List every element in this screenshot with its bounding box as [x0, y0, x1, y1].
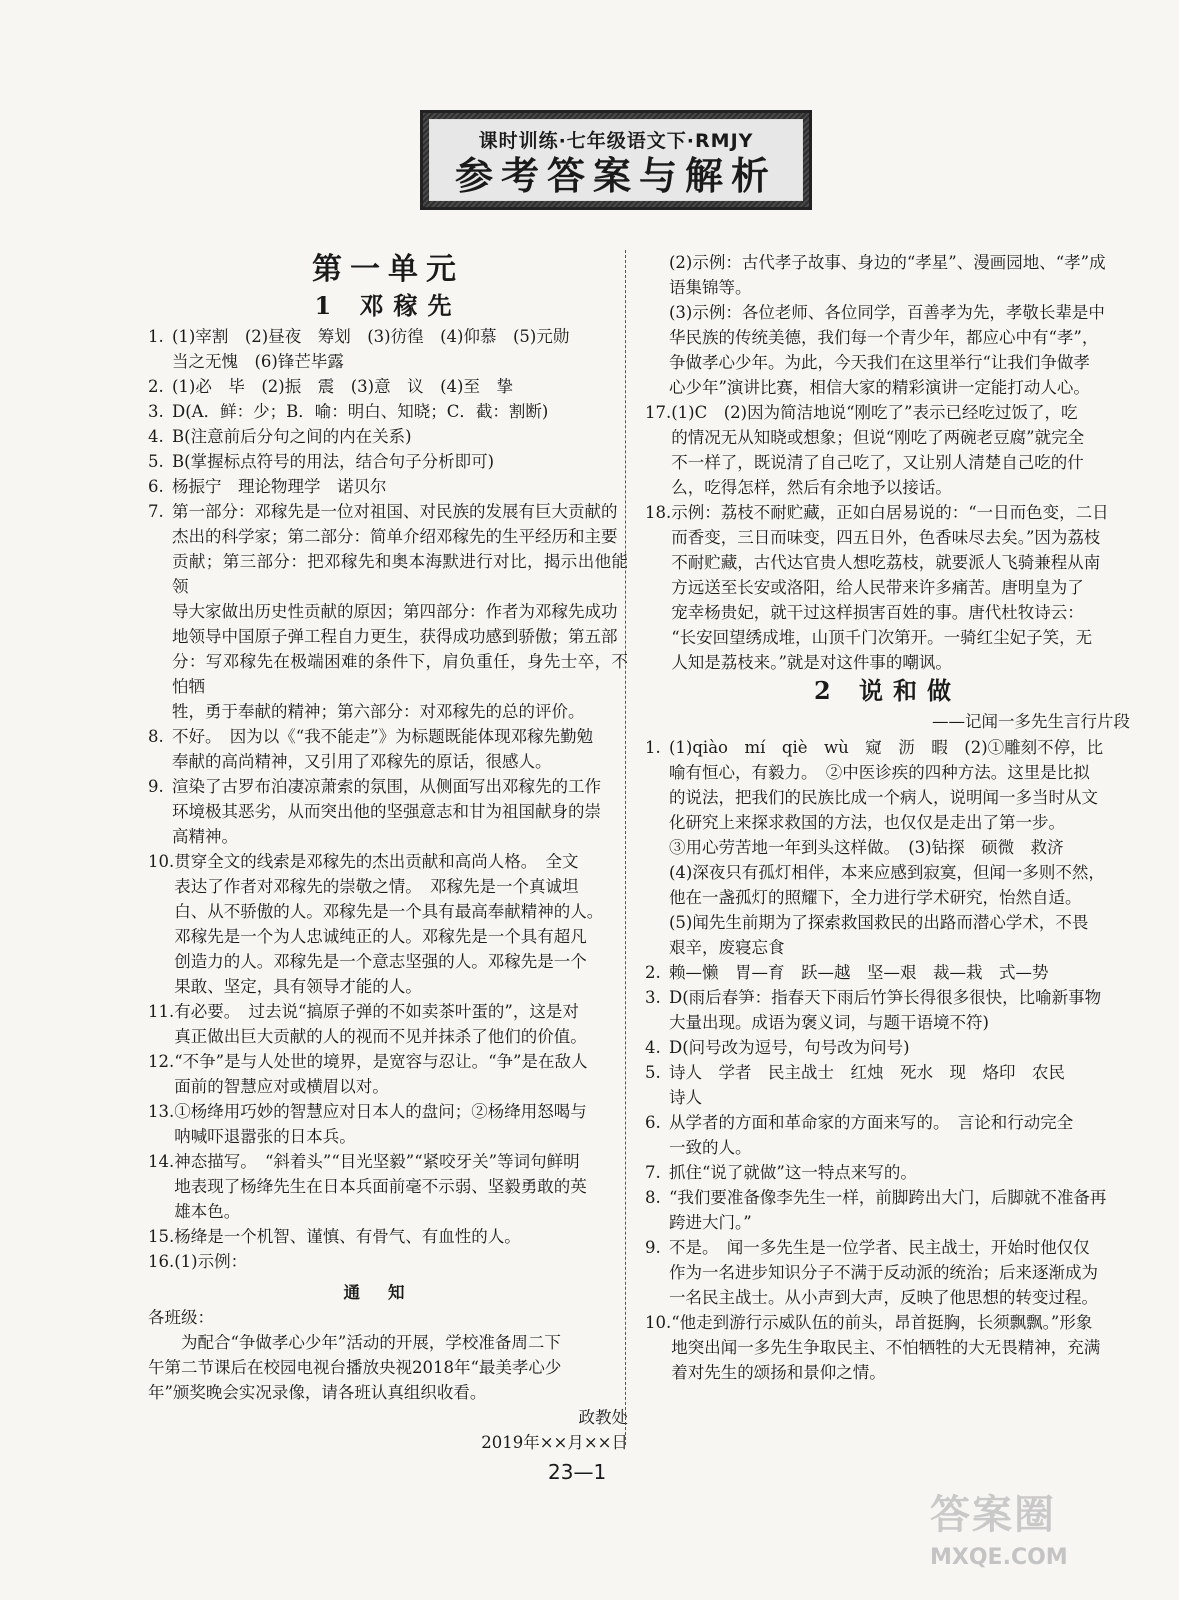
answer-line: B(掌握标点符号的用法，结合句子分析即可) [172, 452, 494, 471]
answer-line: 抓住“说了就做”这一特点来写的。 [669, 1163, 917, 1182]
answer-item [148, 399, 628, 424]
answer-line: 作为一名进步知识分子不满于反动派的统治；后来逐渐成为 [669, 1263, 1098, 1282]
answer-item [148, 1099, 628, 1149]
answer-text [172, 399, 628, 424]
answer-line: 的情况无从知晓或想象；但说“刚吃了两碗老豆腐”就完全 [671, 428, 1085, 447]
answer-16-continuation [645, 250, 1130, 400]
answer-text [174, 1224, 628, 1249]
title-banner [420, 110, 812, 210]
answer-item [148, 774, 628, 849]
answer-number: 9. [148, 777, 164, 796]
answer-text [669, 1060, 1130, 1110]
answer-line: 的说法，把我们的民族比成一个病人，说明闻一多当时从文 [669, 788, 1098, 807]
answer-line: 地突出闻一多先生争取民主、不怕牺牲的大无畏精神，充满 [671, 1338, 1101, 1357]
notice-body [148, 1330, 628, 1405]
answer-text [174, 999, 628, 1049]
answer-text [174, 1049, 628, 1099]
answer-number: 12. [148, 1052, 175, 1071]
page-number: 23—1 [548, 1460, 607, 1484]
answer-item [148, 324, 628, 374]
answer-line: D(雨后春笋：指春天下雨后竹笋长得很多很快，比喻新事物 [669, 988, 1102, 1007]
answer-line: 么，吃得怎样，然后有余地予以接话。 [671, 478, 952, 497]
answer-number: 16. [148, 1252, 175, 1271]
answer-item [148, 1224, 628, 1249]
answer-line: 奉献的高尚精神，又引用了邓稼先的原话，很感人。 [172, 752, 552, 771]
unit-title: 第一单元 [312, 252, 464, 287]
answer-text [671, 400, 1130, 500]
answer-line: D(A．鲜：少；B．喻：明白、知晓；C．截：割断) [172, 402, 549, 421]
answer-text [172, 374, 628, 399]
answer-line: 着对先生的颂扬和景仰之情。 [671, 1363, 886, 1382]
answer-text [172, 449, 628, 474]
answer-line: 杰出的科学家；第二部分：简单介绍邓稼先的生平经历和主要 [172, 527, 618, 546]
answer-line: 分：写邓稼先在极端困难的条件下，肩负重任，身先士卒，不怕牺 [172, 652, 628, 696]
answer-line: 牲，勇于奉献的精神；第六部分：对邓稼先的总的评价。 [172, 702, 585, 721]
answer-text [172, 724, 628, 774]
answer-number: 8. [148, 727, 164, 746]
answer-item [645, 400, 1130, 500]
left-column [148, 250, 628, 1455]
answer-number: 10. [645, 1313, 672, 1332]
answer-text [669, 960, 1130, 985]
answer-line: 地表现了杨绛先生在日本兵面前毫不示弱、坚毅勇敢的英 [174, 1177, 587, 1196]
answer-line: 贯穿全文的线索是邓稼先的杰出贡献和高尚人格。 全文 [174, 852, 579, 871]
answer-line: 白、从不骄傲的人。邓稼先是一个具有最高奉献精神的人。 [174, 902, 604, 921]
answer-line: 一名民主战士。从小声到大声，反映了他思想的转变过程。 [669, 1288, 1098, 1307]
answer-text [671, 500, 1130, 675]
answer-number: 5. [148, 452, 164, 471]
answer-line: 神态描写。 “斜着头”“目光坚毅”“紧咬牙关”等词句鲜明 [174, 1152, 580, 1171]
notice-date: 2019年××月××日 [481, 1433, 628, 1452]
answer-list-lesson-2 [645, 735, 1130, 1385]
answer-line: 人知是荔枝来。”就是对这件事的嘲讽。 [671, 653, 952, 672]
answer-item [148, 1149, 628, 1224]
answer-number: 1. [645, 738, 661, 757]
answer-line: 表达了作者对邓稼先的崇敬之情。 邓稼先是一个真诚坦 [174, 877, 579, 896]
answer-text [669, 1235, 1130, 1310]
answer-number: 4. [645, 1038, 661, 1057]
answer-text [172, 424, 628, 449]
answer-line: 邓稼先是一个为人忠诚纯正的人。邓稼先是一个具有超凡 [174, 927, 587, 946]
answer-line: (5)闻先生前期为了探索救国救民的出路而潜心学术，不畏 [669, 913, 1089, 932]
answer-text [174, 1149, 628, 1224]
text-line: 语集锦等。 [669, 278, 752, 297]
answer-list-lesson-1 [148, 324, 628, 1274]
answer-line: 渲染了古罗布泊凄凉萧索的氛围，从侧面写出邓稼先的工作 [172, 777, 601, 796]
text-line: 争做孝心少年。为此，今天我们在这里举行“让我们争做孝 [669, 353, 1090, 372]
answer-line: 不耐贮藏，古代达官贵人想吃荔枝，就要派人飞骑兼程从南 [671, 553, 1101, 572]
answer-list-lesson-1-end [645, 400, 1130, 675]
answer-line: 诗人 [669, 1088, 702, 1107]
answer-line: 方远送至长安或洛阳，给人民带来许多痛苦。唐明皇为了 [671, 578, 1084, 597]
answer-number: 2. [148, 377, 164, 396]
answer-line: 第一部分：邓稼先是一位对祖国、对民族的发展有巨大贡献的 [172, 502, 618, 521]
answer-number: 11. [148, 1002, 175, 1021]
answer-text [669, 1110, 1130, 1160]
title-banner-inner [429, 119, 803, 201]
notice-title: 通知 [343, 1283, 433, 1302]
answer-item [148, 499, 628, 724]
answer-line: 示例：荔枝不耐贮藏，正如白居易说的：“一日而色变，二日 [671, 503, 1109, 522]
answer-text [669, 985, 1130, 1035]
answer-item [148, 1049, 628, 1099]
answer-line: 不好。 因为以《“我不能走”》为标题既能体现邓稼先勤勉 [172, 727, 594, 746]
answer-item [148, 449, 628, 474]
answer-item [645, 1160, 1130, 1185]
answer-number: 5. [645, 1063, 661, 1082]
answer-line: 跨进大门。” [669, 1213, 752, 1232]
answer-number: 18. [645, 503, 672, 522]
column-divider [625, 250, 626, 1445]
lesson-title-2: 2 说和做 [813, 676, 962, 705]
answer-number: 8. [645, 1188, 661, 1207]
answer-line: 当之无愧 (6)锋芒毕露 [172, 352, 344, 371]
answer-item [645, 500, 1130, 675]
answer-text [669, 1185, 1130, 1235]
answer-item [645, 960, 1130, 985]
book-series-title: 课时训练·七年级语文下·RMJY [478, 130, 754, 152]
answer-number: 6. [645, 1113, 661, 1132]
answer-text [669, 1035, 1130, 1060]
answer-line: 大量出现。成语为褒义词，与题干语境不符) [669, 1013, 989, 1032]
answer-text [172, 324, 628, 374]
answer-item [645, 1035, 1130, 1060]
answer-line: 面前的智慧应对或横眉以对。 [174, 1077, 389, 1096]
answer-line: (4)深夜只有孤灯相伴，本来应感到寂寞，但闻一多则不然， [669, 863, 1105, 882]
answer-item [645, 985, 1130, 1035]
answer-item [148, 424, 628, 449]
answer-line: (1)示例： [174, 1252, 248, 1271]
answer-line: 赖—懒 胃—育 跃—越 坚—艰 裁—栽 式—势 [669, 963, 1049, 982]
answer-item [148, 474, 628, 499]
answer-text [172, 499, 628, 724]
answer-item [645, 1060, 1130, 1110]
answer-item [645, 1185, 1130, 1235]
answer-line: 艰辛，废寝忘食 [669, 938, 785, 957]
text-line: (2)示例：古代孝子故事、身边的“孝星”、漫画园地、“孝”成 [669, 253, 1106, 272]
answer-line: “长安回望绣成堆，山顶千门次第开。一骑红尘妃子笑，无 [671, 628, 1093, 647]
answer-line: 杨振宁 理论物理学 诺贝尔 [172, 477, 387, 496]
answer-line: (1)必 毕 (2)振 震 (3)意 议 (4)至 挚 [172, 377, 513, 396]
watermark-logo: 答案圈 [930, 1492, 1056, 1538]
answer-line: 不是。 闻一多先生是一位学者、民主战士，开始时他仅仅 [669, 1238, 1090, 1257]
answer-line: ③用心劳苦地一年到头这样做。 (3)钻探 硕微 救济 [669, 838, 1064, 857]
answer-item [148, 374, 628, 399]
lesson-subtitle-2: ——记闻一多先生言行片段 [932, 712, 1130, 731]
answer-number: 3. [148, 402, 164, 421]
answer-text [174, 1099, 628, 1149]
answer-item [148, 724, 628, 774]
answer-item [645, 735, 1130, 960]
answer-number: 2. [645, 963, 661, 982]
answer-line: 环境极其恶劣，从而突出他的坚强意志和甘为祖国献身的崇 [172, 802, 601, 821]
watermark-url: MXQE.COM [930, 1545, 1068, 1570]
answer-line: 而香变，三日而味变，四五日外，色香味尽去矣。”因为荔枝 [671, 528, 1101, 547]
page-heading: 参考答案与解析 [454, 154, 777, 198]
answer-item [148, 1249, 628, 1274]
answer-line: D(问号改为逗号，句号改为问号) [669, 1038, 910, 1057]
answer-text [172, 774, 628, 849]
answer-line: 从学者的方面和革命家的方面来写的。 言论和行动完全 [669, 1113, 1074, 1132]
answer-line: B(注意前后分句之间的内在关系) [172, 427, 412, 446]
answer-line: (1)宰割 (2)昼夜 筹划 (3)彷徨 (4)仰慕 (5)元勋 [172, 327, 570, 346]
answer-number: 14. [148, 1152, 175, 1171]
answer-number: 7. [645, 1163, 661, 1182]
answer-line: 喻有恒心，有毅力。 ②中医诊疾的四种方法。这里是比拟 [669, 763, 1090, 782]
answer-text [174, 849, 628, 999]
answer-line: 杨绛是一个机智、谨慎、有骨气、有血性的人。 [174, 1227, 521, 1246]
answer-text [669, 735, 1130, 960]
answer-line: 导大家做出历史性贡献的原因；第四部分：作者为邓稼先成功 [172, 602, 618, 621]
watermark [930, 1485, 1160, 1595]
answer-line: (1)qiào mí qiè wù 窥 沥 暇 (2)①雕刻不停，比 [669, 738, 1104, 757]
answer-number: 1. [148, 327, 164, 346]
answer-item [645, 1310, 1130, 1385]
answer-line: 地领导中国原子弹工程自力更生，获得成功感到骄傲；第五部 [172, 627, 618, 646]
answer-text [174, 1249, 628, 1274]
answer-item [148, 849, 628, 999]
answer-item [645, 1235, 1130, 1310]
answer-line: “不争”是与人处世的境界，是宽容与忍让。“争”是在敌人 [174, 1052, 588, 1071]
answer-number: 10. [148, 852, 175, 871]
text-line: 心少年”演讲比赛，相信大家的精彩演讲一定能打动人心。 [669, 378, 1090, 397]
text-line: 为配合“争做孝心少年”活动的开展，学校准备周二下 [181, 1333, 561, 1352]
answer-number: 17. [645, 403, 672, 422]
answer-line: “我们要准备像李先生一样，前脚跨出大门，后脚就不准备再 [669, 1188, 1107, 1207]
answer-text [669, 1160, 1130, 1185]
answer-line: 不一样了，既说清了自己吃了，又让别人清楚自己吃的什 [671, 453, 1084, 472]
answer-line: 他在一盏孤灯的照耀下，全力进行学术研究，怡然自适。 [669, 888, 1082, 907]
answer-number: 13. [148, 1102, 175, 1121]
answer-number: 4. [148, 427, 164, 446]
answer-item [645, 1110, 1130, 1160]
answer-line: 一致的人。 [669, 1138, 752, 1157]
answer-line: 创造力的人。邓稼先是一个意志坚强的人。邓稼先是一个 [174, 952, 587, 971]
answer-text [172, 474, 628, 499]
text-line: 年”颁奖晚会实况录像，请各班认真组织收看。 [148, 1383, 487, 1402]
answer-number: 9. [645, 1238, 661, 1257]
answer-line: “他走到游行示威队伍的前头，昂首挺胸，长须飘飘。”形象 [671, 1313, 1093, 1332]
answer-line: 有必要。 过去说“搞原子弹的不如卖茶叶蛋的”，这是对 [174, 1002, 579, 1021]
lesson-title-1: 1 邓稼先 [314, 291, 462, 320]
answer-line: 高精神。 [172, 827, 238, 846]
text-line: 午第二节课后在校园电视台播放央视2018年“最美孝心少 [148, 1358, 562, 1377]
answer-line: 诗人 学者 民主战士 红烛 死水 现 烙印 农民 [669, 1063, 1065, 1082]
answer-text [671, 1310, 1130, 1385]
answer-line: 呐喊吓退嚣张的日本兵。 [174, 1127, 356, 1146]
answer-line: 真正做出巨大贡献的人的视而不见并抹杀了他们的价值。 [174, 1027, 587, 1046]
answer-line: 果敢、坚定，具有领导才能的人。 [174, 977, 422, 996]
answer-number: 3. [645, 988, 661, 1007]
answer-number: 15. [148, 1227, 175, 1246]
answer-line: 宠幸杨贵妃，就干过这样损害百姓的事。唐代杜牧诗云： [671, 603, 1084, 622]
answer-item [148, 999, 628, 1049]
answer-line: 化研究上来探求救国的方法，也仅仅是走出了第一步。 [669, 813, 1065, 832]
right-column [645, 250, 1130, 1385]
text-line: (3)示例：各位老师、各位同学，百善孝为先，孝敬长辈是中 [669, 303, 1105, 322]
answer-line: 贡献；第三部分：把邓稼先和奥本海默进行对比，揭示出他能领 [172, 552, 628, 596]
answer-number: 7. [148, 502, 164, 521]
answer-line: (1)C (2)因为简洁地说“刚吃了”表示已经吃过饭了，吃 [671, 403, 1078, 422]
answer-line: 雄本色。 [174, 1202, 241, 1221]
notice-greeting: 各班级： [148, 1308, 214, 1327]
notice-signer: 政教处 [578, 1408, 628, 1427]
answer-line: ①杨绛用巧妙的智慧应对日本人的盘问；②杨绛用怒喝与 [174, 1102, 587, 1121]
answer-number: 6. [148, 477, 164, 496]
text-line: 华民族的传统美德，我们每一个青少年，都应心中有“孝”， [669, 328, 1099, 347]
